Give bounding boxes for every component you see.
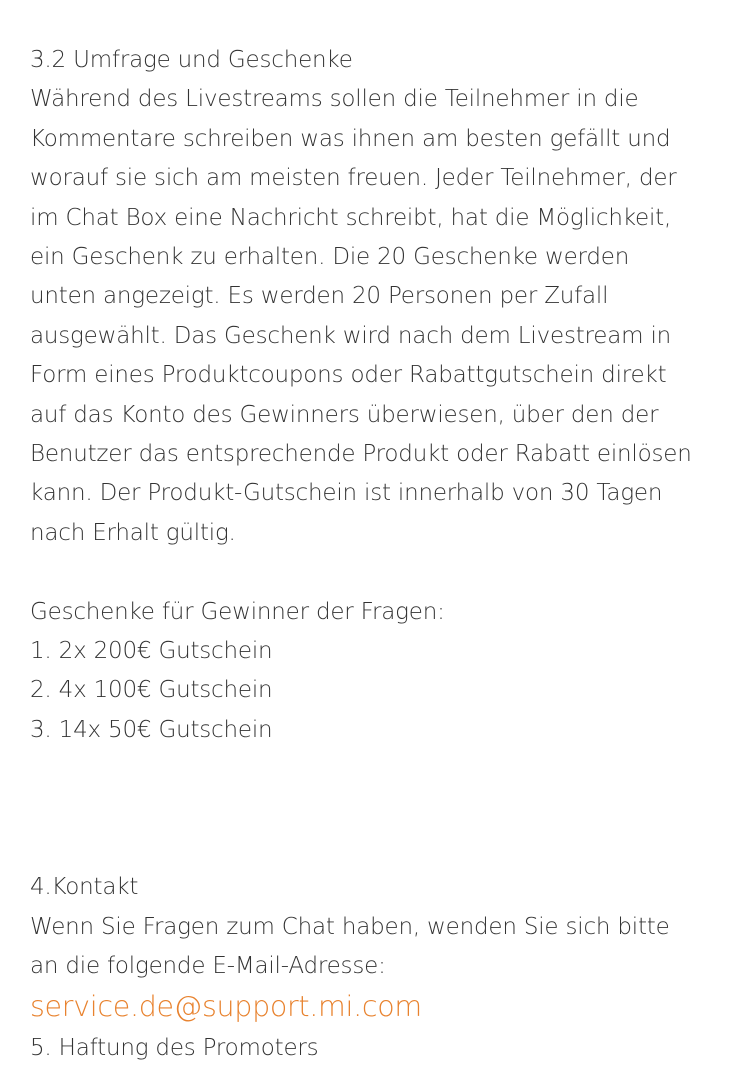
section-4-line: Wenn Sie Fragen zum Chat haben, wenden Sie sich bitte xyxy=(30,913,670,940)
section-4-line: an die folgende E-Mail-Adresse: xyxy=(30,953,386,980)
section-3-2-line: Benutzer das entsprechende Produkt oder Rabatt einlösen xyxy=(30,441,692,468)
blank-line xyxy=(30,790,730,829)
section-4-heading: 4.Kontakt xyxy=(30,874,139,901)
document-body xyxy=(30,41,730,1069)
section-3-2-line: ein Geschenk zu erhalten. Die 20 Geschenke werden xyxy=(30,244,630,271)
section-3-2-line: auf das Konto des Gewinners überwiesen, über den der xyxy=(30,401,659,428)
email-line xyxy=(30,987,730,1029)
section-3-2-heading: 3.2 Umfrage und Geschenke xyxy=(30,47,353,73)
section-3-2-line: Kommentare schreiben was ihnen am besten gefällt und xyxy=(30,125,671,152)
blank-line xyxy=(30,553,730,592)
section-3-2-line: unten angezeigt. Es werden 20 Personen per Zufall xyxy=(30,283,609,310)
email-link[interactable]: service.de@support.mi.com xyxy=(30,989,422,1023)
prize-item: 2. 4x 100€ Gutschein xyxy=(30,677,273,704)
prize-item: 1. 2x 200€ Gutschein xyxy=(30,638,273,665)
section-3-2-line: nach Erhalt gültig. xyxy=(30,519,236,546)
blank-line xyxy=(30,750,730,789)
blank-line xyxy=(30,829,730,868)
section-3-2-line: ausgewählt. Das Geschenk wird nach dem Livestream in xyxy=(30,322,672,349)
section-3-2-line: Form eines Produktcoupons oder Rabattgutschein direkt xyxy=(30,362,667,389)
section-3-2-line: Während des Livestreams sollen die Teilnehmer in die xyxy=(30,86,639,113)
prizes-heading: Geschenke für Gewinner der Fragen: xyxy=(30,598,445,625)
prize-item: 3. 14x 50€ Gutschein xyxy=(30,716,273,743)
section-3-2-line: im Chat Box eine Nachricht schreibt, hat die Möglichkeit, xyxy=(30,204,672,231)
section-5-heading: 5. Haftung des Promoters xyxy=(30,1035,319,1062)
section-3-2-line: kann. Der Produkt-Gutschein ist innerhalb von 30 Tagen xyxy=(30,480,663,507)
section-3-2-line: worauf sie sich am meisten freuen. Jeder Teilnehmer, der xyxy=(30,165,677,192)
